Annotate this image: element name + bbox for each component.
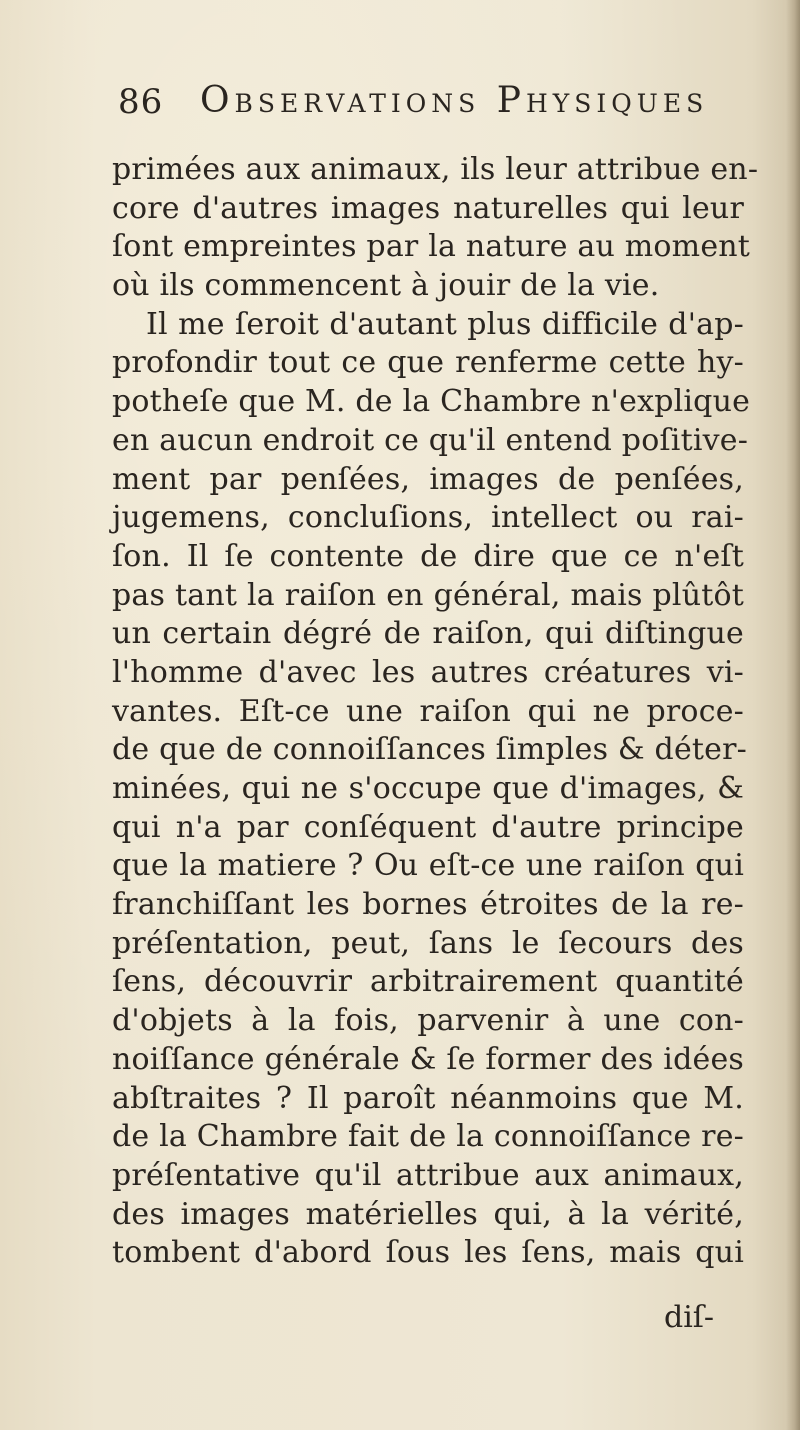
text-line: qui n'a par conſéquent d'autre principe bbox=[112, 809, 744, 845]
text-line: où ils commencent à jouir de la vie. bbox=[112, 268, 660, 304]
text-line: un certain dégré de raiſon, qui diſtingue bbox=[112, 616, 744, 652]
text-line: franchiſſant les bornes étroites de la re- bbox=[112, 887, 744, 923]
text-line: de que de connoiſſances ſimples & déter- bbox=[112, 732, 747, 768]
text-line: d'objets à la fois, parvenir à une con- bbox=[112, 1003, 744, 1039]
text-line: ſont empreintes par la nature au moment bbox=[112, 229, 751, 265]
page-header bbox=[112, 78, 752, 138]
page-edge-shadow bbox=[786, 0, 800, 1430]
text-line: ment par penſées, images de penſées, bbox=[112, 461, 744, 497]
running-head: Observations Physiques bbox=[200, 80, 709, 121]
text-line: pas tant la raiſon en général, mais plûtôt bbox=[112, 577, 744, 613]
page-number: 86 bbox=[118, 82, 164, 122]
text-line: core d'autres images naturelles qui leur bbox=[112, 190, 744, 226]
text-line: ſon. Il ſe contente de dire que ce n'eſt bbox=[112, 538, 744, 574]
text-line: jugemens, concluſions, intellect ou rai- bbox=[112, 500, 744, 536]
text-line: Il me ſeroit d'autant plus difficile d'ap- bbox=[146, 306, 744, 342]
text-line: profondir tout ce que renferme cette hy- bbox=[112, 345, 744, 381]
text-line: de la Chambre fait de la connoiſſance re- bbox=[112, 1119, 744, 1155]
body-text bbox=[112, 151, 759, 1273]
text-line: préſentative qu'il attribue aux animaux, bbox=[112, 1157, 744, 1193]
text-line: primées aux animaux, ils leur attribue en- bbox=[112, 152, 759, 187]
text-line: potheſe que M. de la Chambre n'explique bbox=[112, 384, 751, 420]
text-line: que la matiere ? Ou eſt-ce une raiſon qui bbox=[112, 848, 744, 884]
text-line: en aucun endroit ce qu'il entend poſitive- bbox=[112, 422, 749, 458]
text-line: l'homme d'avec les autres créatures vi- bbox=[112, 654, 744, 690]
text-line: préſentation, peut, ſans le ſecours des bbox=[112, 925, 744, 961]
text-line: abſtraites ? Il paroît néanmoins que M. bbox=[112, 1080, 744, 1116]
catchword: diſ- bbox=[664, 1300, 715, 1335]
text-line: vantes. Eſt-ce une raiſon qui ne proce- bbox=[112, 693, 744, 729]
text-line: noiſſance générale & ſe former des idées bbox=[112, 1041, 744, 1077]
text-line: ſens, découvrir arbitrairement quantité bbox=[112, 964, 744, 1000]
text-line: des images matérielles qui, à la vérité, bbox=[112, 1196, 744, 1232]
text-line: tombent d'abord ſous les ſens, mais qui bbox=[112, 1235, 744, 1271]
text-line: minées, qui ne s'occupe que d'images, & bbox=[112, 771, 744, 806]
